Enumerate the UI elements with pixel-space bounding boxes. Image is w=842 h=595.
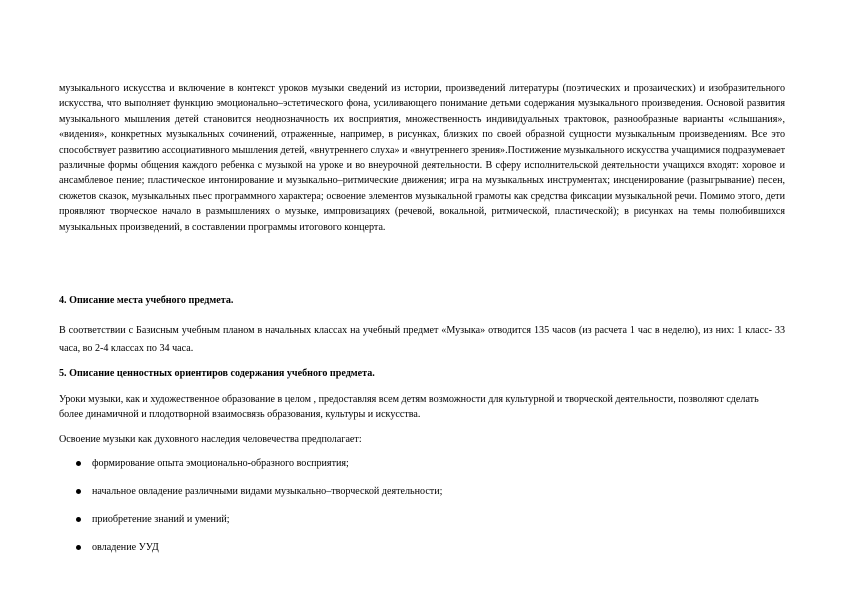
section-heading-4: 4. Описание места учебного предмета. (59, 295, 234, 306)
bullet-icon (76, 545, 81, 550)
list-item-text: овладение УУД (92, 542, 159, 553)
bullet-list (59, 453, 759, 565)
paragraph-music-lessons: Уроки музыки, как и художественное образование в целом , предоставляя всем детям возможности для культурной и творческой деятельности, позволяют сделать более динамичной и плодотворной взаимосвязь образования, культуры и искусства. (59, 394, 759, 421)
bullet-icon (76, 517, 81, 522)
list-item (59, 481, 759, 509)
list-item (59, 509, 759, 537)
list-item (59, 453, 759, 481)
list-item (59, 537, 759, 565)
section-heading-5: 5. Описание ценностных ориентиров содержания учебного предмета. (59, 368, 375, 379)
list-item-text: начальное овладение различными видами музыкально–творческой деятельности; (92, 486, 443, 497)
paragraph-music-heritage: Освоение музыки как духовного наследия человечества предполагает: (59, 434, 362, 445)
list-item-text: формирование опыта эмоционально-образного восприятия; (92, 458, 349, 469)
bullet-icon (76, 461, 81, 466)
paragraph-subject-place: В соответствии с Базисным учебным планом в начальных классах на учебный предмет «Музыка» отводится 135 часов (из расчета 1 час в неделю), из них: 1 класс- 33 часа, во 2-4 классах по 34 часа. (59, 325, 785, 354)
bullet-icon (76, 489, 81, 494)
list-item-text: приобретение знаний и умений; (92, 514, 230, 525)
paragraph-musical-thinking: музыкального искусства и включение в контекст уроков музыки сведений из истории, произведений литературы (поэтических и прозаических) и изобразительного искусства, что выполняет функцию эмоционально–эстетического фона, усиливающего понимание детьми содержания музыкального произведения. Основой развития музыкального мышления детей становится неоднозначность их восприятия, множественность индивидуальных трактовок, разнообразные варианты «слышания», «видения», конкретных музыкальных сочинений, отраженные, например, в рисунках, близких по своей образной сущности музыкальным произведениям. Все это способствует развитию ассоциативного мышления детей, «внутреннего слуха» и «внутреннего зрения».Постижение музыкального искусства учащимися подразумевает различные формы общения каждого ребенка с музыкой на уроке и во внеурочной деятельности. В сферу исполнительской деятельности учащихся входят: хоровое и ансамблевое пение; пластическое интонирование и музыкально–ритмические движения; игра на музыкальных инструментах; инсценирование (разыгрывание) песен, сюжетов сказок, музыкальных пьес программного характера; освоение элементов музыкальной грамоты как средства фиксации музыкальной речи. Помимо этого, дети проявляют творческое начало в размышлениях о музыке, импровизациях (речевой, вокальной, ритмической, пластической); в рисунках на темы полюбившихся музыкальных произведений, в составлении программы итогового концерта. (59, 83, 785, 233)
